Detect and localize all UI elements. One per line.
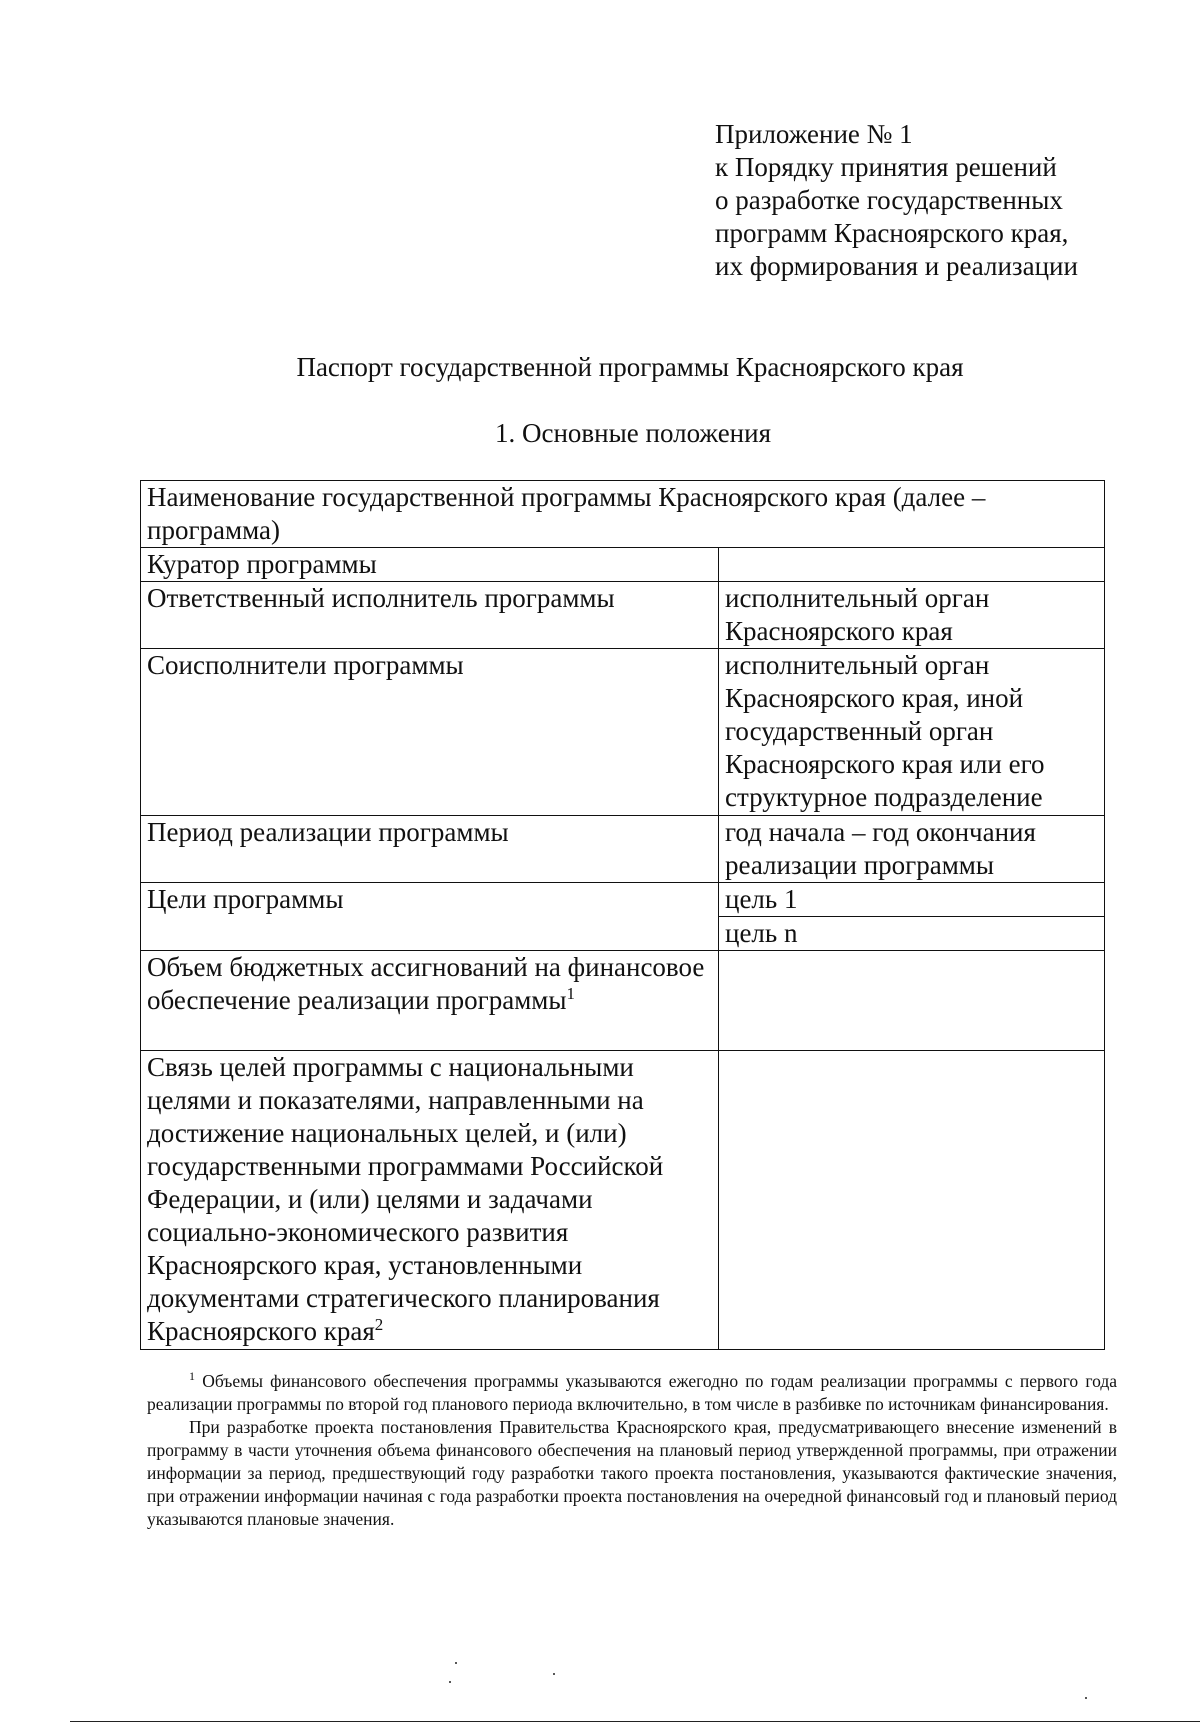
table-row (141, 649, 1105, 816)
footnote-1-mark: 1 (189, 1369, 195, 1384)
table-row (141, 582, 1105, 649)
appendix-line: к Порядку принятия решений (715, 152, 1057, 182)
coexecutors-value: исполнительный орган Красноярского края, иной государственный орган Красноярского края или его структурное подразделение (719, 649, 1105, 816)
footnote-mark-2: 2 (374, 1315, 384, 1334)
budget-label-cell (141, 951, 719, 1051)
curator-value (719, 548, 1105, 582)
appendix-line: их формирования и реализации (715, 251, 1078, 281)
budget-value (719, 951, 1105, 1051)
budget-label: Объем бюджетных ассигнований на финансовое обеспечение реализации программы (147, 952, 705, 1015)
period-label: Период реализации программы (141, 816, 719, 883)
passport-table (140, 480, 1105, 1350)
appendix-line: о разработке государственных (715, 185, 1063, 215)
goals-label: Цели программы (141, 883, 719, 951)
scan-speck (449, 1681, 451, 1683)
scan-speck (1085, 1697, 1087, 1699)
footnote-1-text: Объемы финансового обеспечения программы указываются ежегодно по годам реализации программы с первого года реализации программы по второй год планового периода включительно, в том числе в разбивке по источникам финансирования. (147, 1371, 1118, 1414)
period-value: год начала – год окончания реализации программы (719, 816, 1105, 883)
goal-n: цель n (719, 917, 1105, 951)
curator-label: Куратор программы (141, 548, 719, 582)
table-row (141, 1051, 1105, 1350)
goal-1: цель 1 (719, 883, 1105, 917)
appendix-line: программ Красноярского края, (715, 218, 1069, 248)
document-title: Паспорт государственной программы Красноярского края (296, 352, 964, 382)
appendix-note (715, 118, 1078, 283)
coexecutors-label: Соисполнители программы (141, 649, 719, 816)
link-label-cell (141, 1051, 719, 1350)
responsible-value: исполнительный орган Красноярского края (719, 582, 1105, 649)
footnotes (147, 1370, 1117, 1531)
section-heading: 1. Основные положения (495, 418, 771, 448)
responsible-label: Ответственный исполнитель программы (141, 582, 719, 649)
program-name-cell: Наименование государственной программы Красноярского края (далее – программа) (141, 481, 1105, 548)
scan-speck (553, 1673, 555, 1675)
link-label: Связь целей программы с национальными целями и показателями, направленными на достижение национальных целей, и (или) государственными программами Российской Федерации, и (или) целями и задачами социально-экономического развития Красноярского края, установленными документами стратегического планирования Красноярского края (147, 1052, 664, 1346)
footnote-mark-1: 1 (566, 984, 576, 1003)
table-row (141, 548, 1105, 582)
link-value (719, 1051, 1105, 1350)
table-row (141, 883, 1105, 917)
footnote-1-paragraph-2: При разработке проекта постановления Правительства Красноярского края, предусматривающего внесение изменений в программу в части уточнения объема финансового обеспечения на плановый период утвержденной программы, при отражении информации за период, предшествующий году разработки такого проекта постановления, указываются фактические значения, при отражении информации начиная с года разработки проекта постановления на очередной финансовый год и плановый период указываются плановые значения. (147, 1417, 1117, 1529)
footnote-1 (147, 1370, 1117, 1416)
table-row (141, 816, 1105, 883)
table-row (141, 951, 1105, 1051)
appendix-line: Приложение № 1 (715, 119, 913, 149)
page-bottom-rule (70, 1721, 1200, 1722)
scan-speck (455, 1662, 457, 1664)
table-row (141, 481, 1105, 548)
